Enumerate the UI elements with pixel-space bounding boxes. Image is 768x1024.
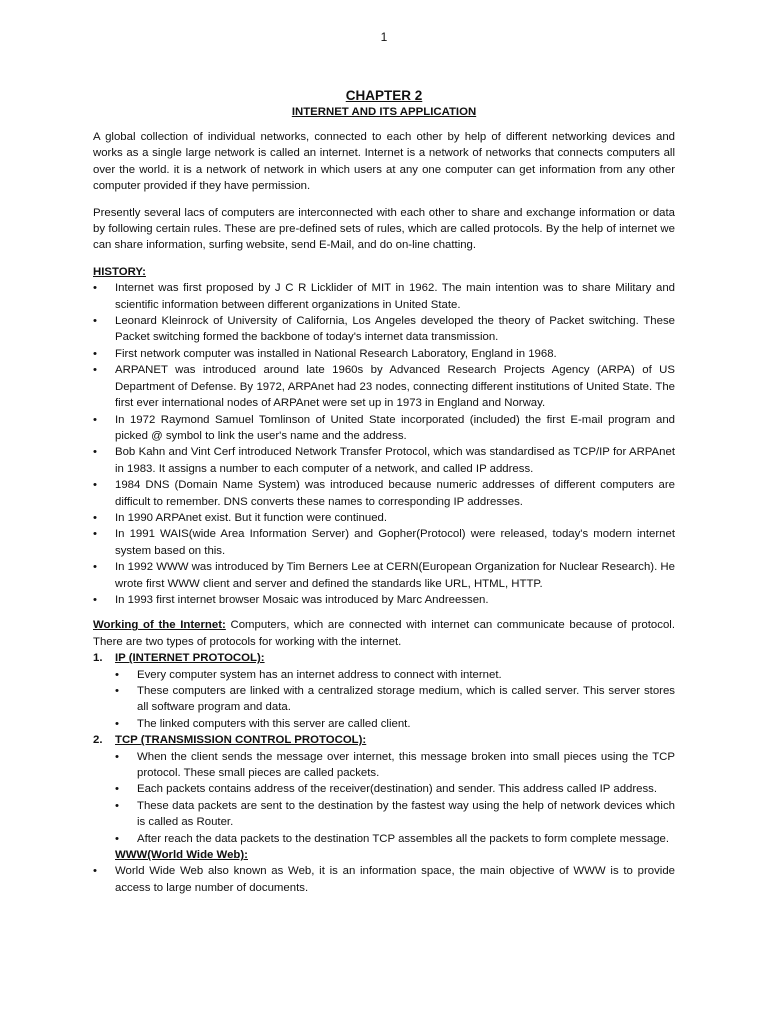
working-text: Computers, which are connected with internet can communicate because of protocol. There are two types of protocols for working with the internet. bbox=[93, 619, 675, 648]
history-item: • 1984 DNS (Domain Name System) was introduced because numeric addresses of different computers are difficult to remember. DNS converts these names to corresponding IP addresses. bbox=[93, 477, 675, 510]
ip-list bbox=[93, 667, 675, 733]
history-item: • ARPANET was introduced around late 1960s by Advanced Research Projects Agency (ARPA) of US Department of Defense. By 1972, ARPAnet had 23 nodes, connecting different institutions of United State. The first ever international nodes of ARPAnet were set up in 1973 in England and Norway. bbox=[93, 362, 675, 411]
tcp-number: 2. bbox=[93, 734, 103, 747]
www-heading: WWW(World Wide Web): bbox=[115, 849, 248, 862]
tcp-item: • These data packets are sent to the destination by the fastest way using the help of network devices which is called as Router. bbox=[115, 798, 675, 831]
ip-item: • The linked computers with this server are called client. bbox=[115, 716, 675, 732]
history-item: • In 1991 WAIS(wide Area Information Server) and Gopher(Protocol) were released, today's modern internet system based on this. bbox=[93, 526, 675, 559]
tcp-item: • When the client sends the message over internet, this message broken into small pieces using the TCP protocol. These small pieces are called packets. bbox=[115, 749, 675, 782]
ip-item: • Every computer system has an internet address to connect with internet. bbox=[115, 667, 675, 683]
history-list bbox=[93, 280, 675, 608]
history-heading: HISTORY: bbox=[93, 265, 146, 278]
working-label: Working of the Internet: bbox=[93, 619, 226, 632]
ip-heading-text: IP (INTERNET PROTOCOL): bbox=[115, 652, 265, 665]
history-item: • In 1972 Raymond Samuel Tomlinson of United State incorporated (included) the first E-mail program and picked @ symbol to link the user's name and the address. bbox=[93, 412, 675, 445]
history-item: • Internet was first proposed by J C R Licklider of MIT in 1962. The main intention was to share Military and scientific information between different organizations in United State. bbox=[93, 280, 675, 313]
intro-paragraph: Presently several lacs of computers are interconnected with each other to share and exchange information or data by following certain rules. These are pre-defined sets of rules, which are called protocols. By the help of internet we can share information, surfing website, send E-Mail, and do on-line chatting. bbox=[93, 206, 675, 252]
tcp-heading bbox=[93, 732, 675, 748]
tcp-item: • Each packets contains address of the receiver(destination) and sender. This address called IP address. bbox=[115, 781, 675, 797]
tcp-item: • After reach the data packets to the destination TCP assembles all the packets to form complete message. bbox=[115, 831, 675, 847]
chapter-title: CHAPTER 2 bbox=[345, 88, 423, 103]
chapter-subtitle: INTERNET AND ITS APPLICATION bbox=[291, 106, 477, 118]
history-item: • In 1993 first internet browser Mosaic was introduced by Marc Andreessen. bbox=[93, 592, 675, 608]
ip-heading bbox=[93, 650, 675, 666]
tcp-heading-text: TCP (TRANSMISSION CONTROL PROTOCOL): bbox=[115, 734, 367, 747]
page-number: 1 bbox=[380, 30, 388, 44]
history-item: • First network computer was installed in National Research Laboratory, England in 1968. bbox=[93, 346, 675, 362]
page-content bbox=[93, 87, 675, 896]
history-item: • In 1990 ARPAnet exist. But it function were continued. bbox=[93, 510, 675, 526]
history-item: • Bob Kahn and Vint Cerf introduced Network Transfer Protocol, which was standardised as TCP/IP for ARPAnet in 1983. It assigns a number to each computer of a network, and called IP address. bbox=[93, 444, 675, 477]
tcp-list bbox=[93, 749, 675, 847]
working-paragraph bbox=[93, 617, 675, 650]
history-item: • Leonard Kleinrock of University of California, Los Angeles developed the theory of Packet switching. These Packet switching formed the backbone of today's internet data transmission. bbox=[93, 313, 675, 346]
ip-item: • These computers are linked with a centralized storage medium, which is called server. This server stores all software program and data. bbox=[115, 683, 675, 716]
www-list bbox=[93, 863, 675, 896]
intro-paragraph: A global collection of individual networks, connected to each other by help of different networking devices and works as a single large network is called an internet. Internet is a network of networks that connects computers all over the world. it is a network of network in which users at any one computer can get information from any other computer provided if they have permission. bbox=[93, 131, 675, 193]
ip-number: 1. bbox=[93, 652, 103, 665]
history-item: • In 1992 WWW was introduced by Tim Berners Lee at CERN(European Organization for Nuclear Research). He wrote first WWW client and server and defined the standards like URL, HTML, HTTP. bbox=[93, 559, 675, 592]
www-item: • World Wide Web also known as Web, it is an information space, the main objective of WWW is to provide access to large number of documents. bbox=[93, 863, 675, 896]
